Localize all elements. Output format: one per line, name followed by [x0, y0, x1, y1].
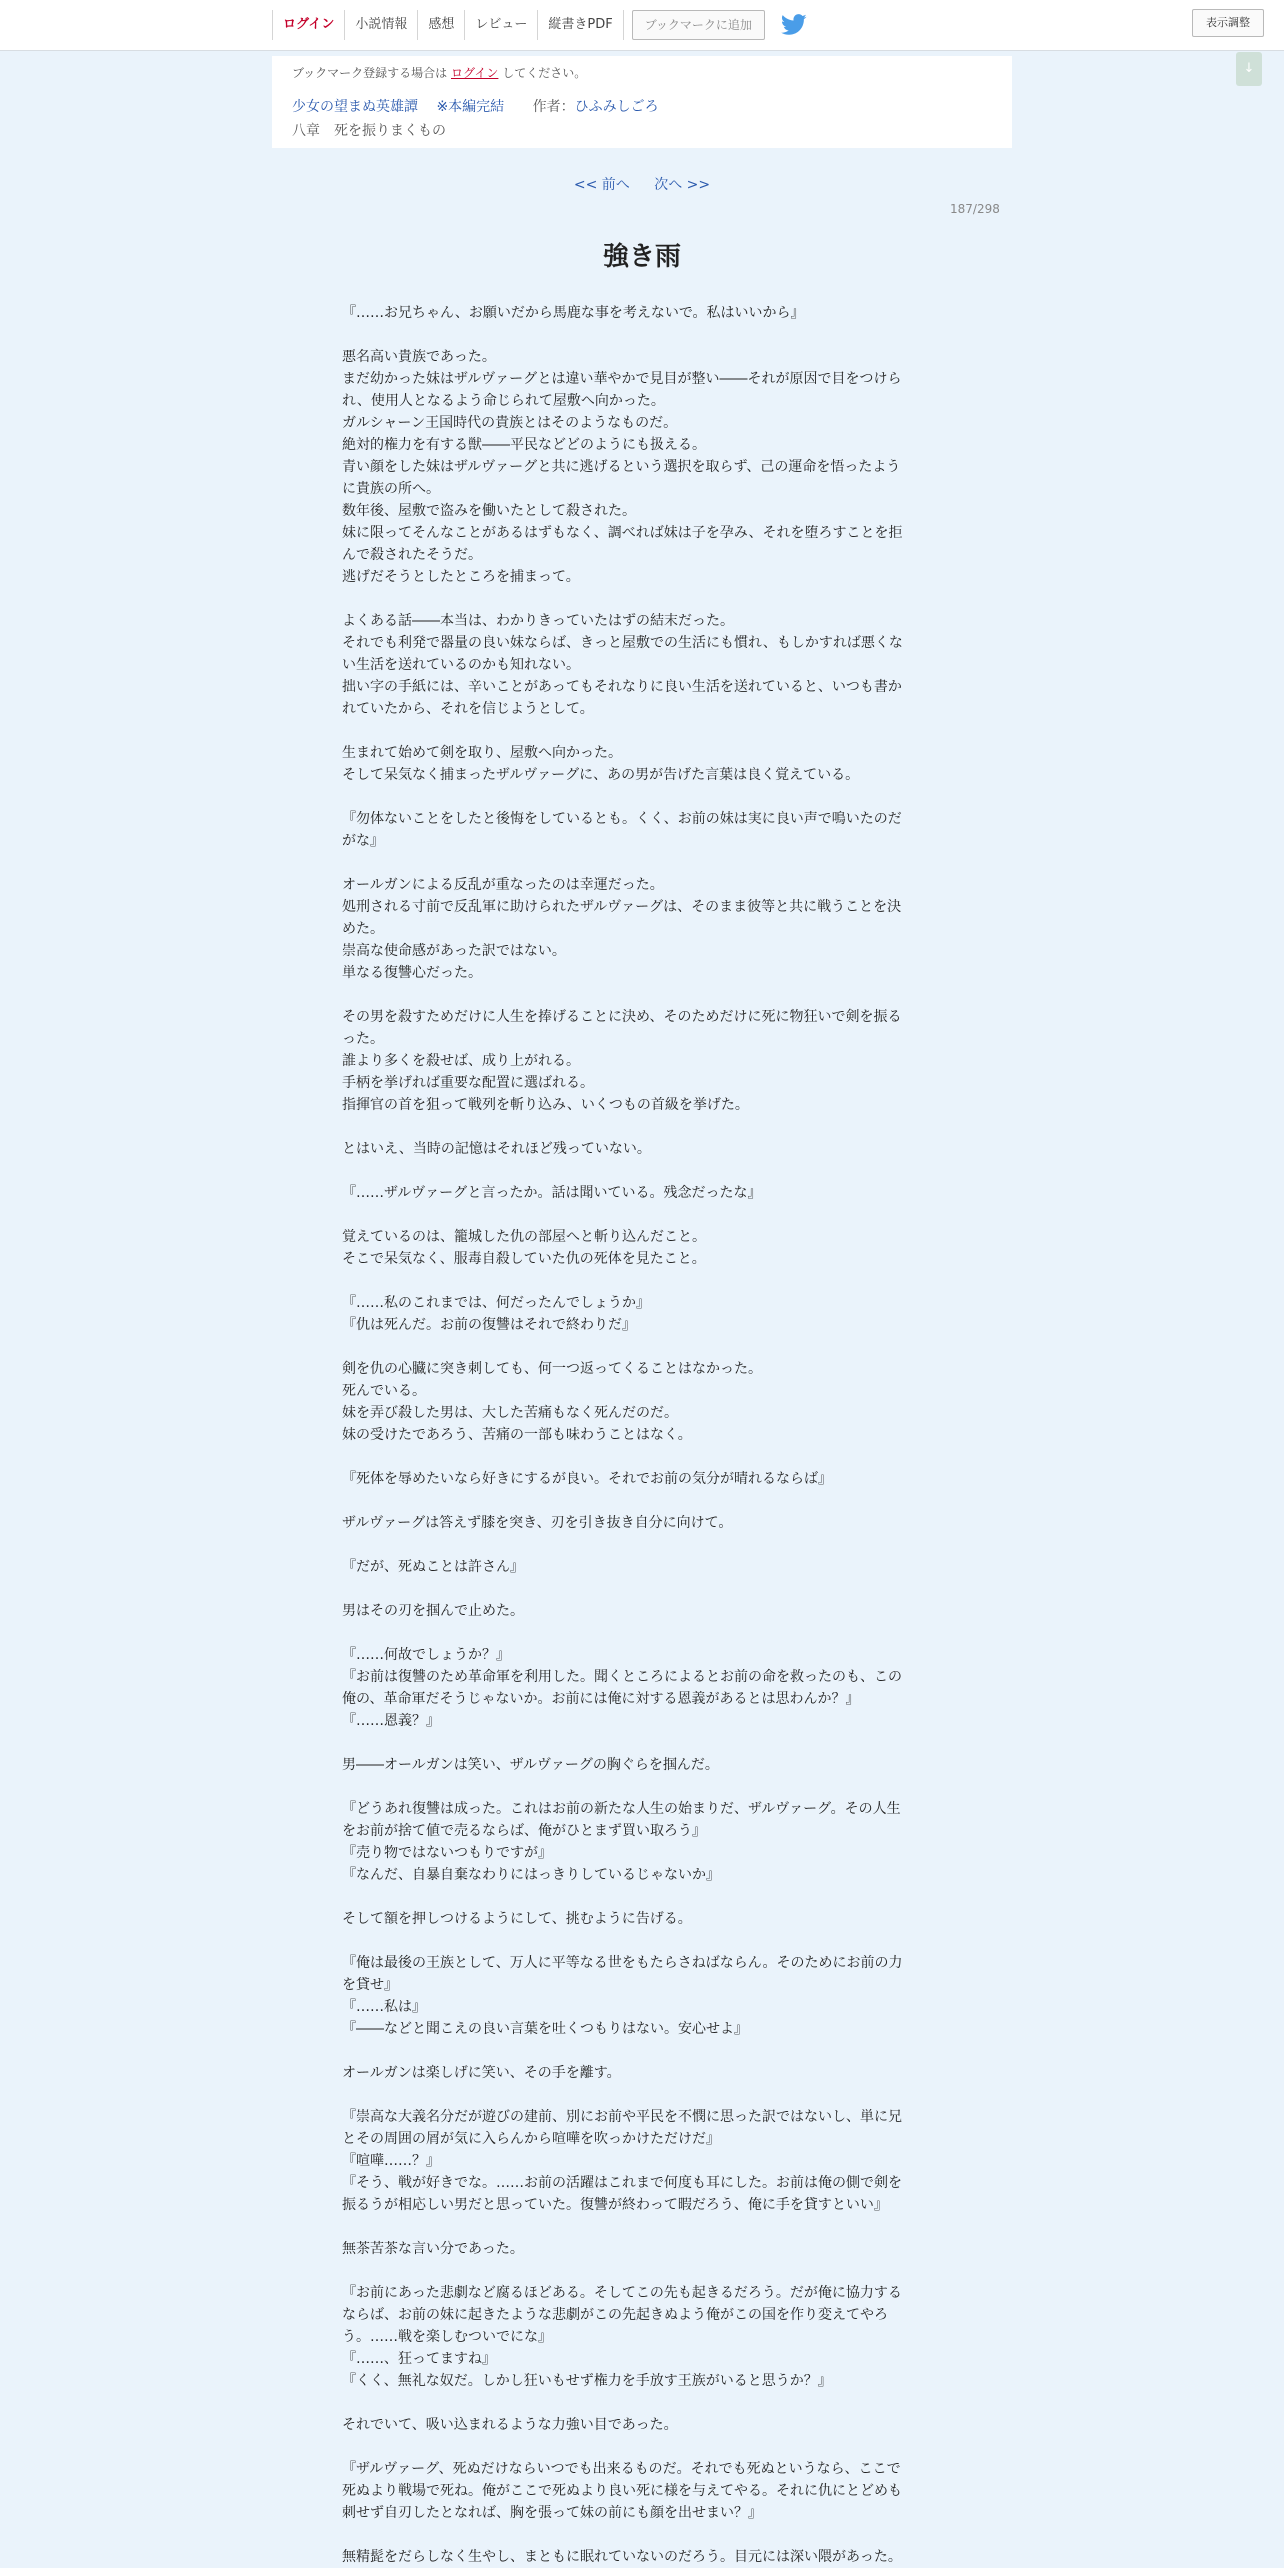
body-line: 振るうが相応しい男だと思っていた。復讐が終わって暇だろう、俺に手を貸すといい』	[342, 2197, 888, 2213]
body-line	[342, 1578, 942, 1600]
body-line	[342, 2436, 942, 2458]
body-line: 『勿体ないことをしたと後悔をしているとも。くく、お前の妹は実に良い声で鳴いたのだ	[342, 811, 902, 827]
body-line	[342, 852, 942, 874]
body-line: 誰より多くを殺せば、成り上がれる。	[342, 1053, 580, 1069]
body-line	[342, 1776, 942, 1798]
bookmark-notice	[292, 64, 586, 81]
author-link[interactable]: ひふみしごろ	[574, 99, 659, 115]
body-line: よくある話――本当は、わかりきっていたはずの結末だった。	[342, 613, 734, 629]
body-line: 『だが、死ぬことは許さん』	[342, 1559, 524, 1575]
body-line: をお前が捨て値で売るならば、俺がひとまず買い取ろう』	[342, 1823, 706, 1839]
body-line: 『くく、無礼な奴だ。しかし狂いもせず権力を手放す王族がいると思うか？』	[342, 2373, 832, 2389]
body-line: 男――オールガンは笑い、ザルヴァーグの胸ぐらを掴んだ。	[342, 1757, 719, 1773]
nav-impressions-link[interactable]: 感想	[417, 10, 464, 40]
next-episode-link[interactable]: 次へ >>	[654, 177, 711, 193]
body-line: 拙い字の手紙には、辛いことがあってもそれなりに良い生活を送れていると、いつも書か	[342, 679, 902, 695]
episode-counter: 187/298	[950, 202, 1000, 216]
body-line	[342, 1160, 942, 1182]
body-line: 『仇は死んだ。お前の復讐はそれで終わりだ』	[342, 1317, 636, 1333]
body-line: 生まれて始めて剣を取り、屋敷へ向かった。	[342, 745, 622, 761]
body-line: 悪名高い貴族であった。	[342, 349, 496, 365]
body-line	[342, 1732, 942, 1754]
body-line: 『俺は最後の王族として、万人に平等なる世をもたらさねばならん。そのためにお前の力	[342, 1955, 903, 1971]
body-line: 男はその刃を掴んで止めた。	[342, 1603, 524, 1619]
series-line	[292, 96, 659, 116]
body-line: ザルヴァーグは答えず膝を突き、刃を引き抜き自分に向けて。	[342, 1515, 733, 1531]
body-line: 指揮官の首を狙って戦列を斬り込み、いくつもの首級を挙げた。	[342, 1097, 749, 1113]
body-line: 崇高な使命感があった訳ではない。	[342, 943, 566, 959]
body-line: 単なる復讐心だった。	[342, 965, 482, 981]
body-line	[342, 1930, 942, 1952]
top-navigation-bar	[0, 0, 1284, 51]
prev-episode-link[interactable]: << 前へ	[573, 177, 630, 193]
body-line: 無精髭をだらしなく生やし、まともに眠れていないのだろう。目元には深い隈があった。	[342, 2549, 902, 2565]
body-line: 剣を仇の心臓に突き刺しても、何一つ返ってくることはなかった。	[342, 1361, 762, 1377]
body-line	[342, 2524, 942, 2546]
add-bookmark-button[interactable]: ブックマークに追加	[632, 10, 765, 40]
body-line: とその周囲の屑が気に入らんから喧嘩を吹っかけただけだ』	[342, 2131, 720, 2147]
body-line: 『そう、戦が好きでな。……お前の活躍はこれまで何度も耳にした。お前は俺の側で剣を	[342, 2175, 902, 2191]
body-line: れ、使用人となるよう命じられて屋敷へ向かった。	[342, 393, 665, 409]
body-line: まだ幼かった妹はザルヴァーグとは違い華やかで見目が整い――それが原因で目をつけら	[342, 371, 902, 387]
body-line	[342, 786, 942, 808]
nav-vertical-pdf-link[interactable]: 縦書きPDF	[537, 10, 623, 40]
nav-novel-info-link[interactable]: 小説情報	[344, 10, 417, 40]
body-line: そして額を押しつけるようにして、挑むように告げる。	[342, 1911, 692, 1927]
body-line: 覚えているのは、籠城した仇の部屋へと斬り込んだこと。	[342, 1229, 706, 1245]
body-line: 『なんだ、自暴自棄なわりにはっきりしているじゃないか』	[342, 1867, 720, 1883]
body-line: 『……お兄ちゃん、お願いだから馬鹿な事を考えないで。私はいいから』	[342, 305, 805, 321]
body-line: 妹の受けたであろう、苦痛の一部も味わうことはなく。	[342, 1427, 692, 1443]
body-line: 妹を弄び殺した男は、大した苦痛もなく死んだのだ。	[342, 1405, 678, 1421]
body-line: その男を殺すためだけに人生を捧げることに決め、そのためだけに死に物狂いで剣を振る	[342, 1009, 902, 1025]
body-line: 青い顔をした妹はザルヴァーグと共に逃げるという選択を取らず、己の運命を悟ったよう	[342, 459, 901, 475]
body-line: 『……恩義？』	[342, 1713, 440, 1729]
body-line: 『死体を辱めたいなら好きにするが良い。それでお前の気分が晴れるならば』	[342, 1471, 832, 1487]
body-line: ガルシャーン王国時代の貴族とはそのようなものだ。	[342, 415, 678, 431]
display-settings-button[interactable]: 表示調整	[1192, 9, 1264, 37]
body-line: 『……、狂ってますね』	[342, 2351, 496, 2367]
body-line: れていたから、それを信じようとして。	[342, 701, 594, 717]
series-title-link[interactable]: 少女の望まぬ英雄譚	[292, 99, 418, 115]
body-line: った。	[342, 1031, 384, 1047]
body-line: 死ぬより戦場で死ね。俺がここで死ぬより良い死に様を与えてやる。それに仇にとどめも	[342, 2483, 902, 2499]
bookmark-notice-post: してください。	[502, 66, 587, 80]
body-line: に貴族の所へ。	[342, 481, 440, 497]
body-line: オールガンは楽しげに笑い、その手を離す。	[342, 2065, 621, 2081]
body-line: がな』	[342, 833, 384, 849]
nav-review-link[interactable]: レビュー	[464, 10, 537, 40]
body-line: 『……私は』	[342, 1999, 426, 2015]
body-line: めた。	[342, 921, 384, 937]
body-line: 死んでいる。	[342, 1383, 426, 1399]
body-line: 『……何故でしょうか？』	[342, 1647, 510, 1663]
bookmark-notice-pre: ブックマーク登録する場合は	[292, 66, 448, 80]
body-line: 『どうあれ復讐は成った。これはお前の新たな人生の始まりだ、ザルヴァーグ。その人生	[342, 1801, 901, 1817]
body-line	[342, 588, 942, 610]
body-line: んで殺されたそうだ。	[342, 547, 482, 563]
body-line: 絶対的権力を有する獣――平民などどのようにも扱える。	[342, 437, 706, 453]
body-line	[342, 1622, 942, 1644]
body-line: 『……私のこれまでは、何だったんでしょうか』	[342, 1295, 650, 1311]
body-line: 逃げだそうとしたところを捕まって。	[342, 569, 580, 585]
episode-pager	[0, 174, 1284, 194]
novel-body-text	[342, 302, 942, 2568]
body-line	[342, 720, 942, 742]
bookmark-login-link[interactable]: ログイン	[451, 66, 499, 80]
body-line	[342, 2392, 942, 2414]
chapter-name: 八章 死を振りまくもの	[292, 123, 446, 139]
body-line: 手柄を挙げれば重要な配置に選ばれる。	[342, 1075, 594, 1091]
body-line: ならば、お前の妹に起きたような悲劇がこの先起きぬよう俺がこの国を作り変えてやろ	[342, 2307, 888, 2323]
body-line: 妹に限ってそんなことがあるはずもなく、調べれば妹は子を孕み、それを堕ろすことを拒	[342, 525, 903, 541]
body-line: そこで呆気なく、服毒自殺していた仇の死体を見たこと。	[342, 1251, 706, 1267]
body-line	[342, 1490, 942, 1512]
body-line	[342, 324, 942, 346]
nav-menu	[272, 8, 807, 42]
body-line	[342, 1446, 942, 1468]
scroll-down-button[interactable]: ↓	[1236, 52, 1262, 86]
body-line	[342, 2084, 942, 2106]
body-line: とはいえ、当時の記憶はそれほど残っていない。	[342, 1141, 651, 1157]
body-line: 数年後、屋敷で盗みを働いたとして殺された。	[342, 503, 636, 519]
novel-info-box	[272, 56, 1012, 148]
body-line: 処刑される寸前で反乱軍に助けられたザルヴァーグは、そのまま彼等と共に戦うことを決	[342, 899, 902, 915]
body-line	[342, 1116, 942, 1138]
body-line	[342, 1886, 942, 1908]
body-line: を貸せ』	[342, 1977, 398, 1993]
body-line: 『……ザルヴァーグと言ったか。話は聞いている。残念だったな』	[342, 1185, 762, 1201]
body-line	[342, 984, 942, 1006]
body-line: 『崇高な大義名分だが遊びの建前、別にお前や平民を不憫に思った訳ではないし、単に兄	[342, 2109, 902, 2125]
twitter-icon[interactable]	[781, 14, 807, 36]
body-line: 『喧嘩……？』	[342, 2153, 440, 2169]
episode-title: 強き雨	[602, 242, 681, 272]
body-line: う。……戦を楽しむついでにな』	[342, 2329, 552, 2345]
body-line: 『お前は復讐のため革命軍を利用した。聞くところによるとお前の命を救ったのも、この	[342, 1669, 902, 1685]
series-status-note: ※本編完結	[436, 99, 505, 115]
body-line: 『お前にあった悲劇など腐るほどある。そしてこの先も起きるだろう。だが俺に協力する	[342, 2285, 902, 2301]
nav-login-link[interactable]: ログイン	[272, 10, 344, 40]
body-line: それでも利発で器量の良い妹ならば、きっと屋敷での生活にも慣れ、もしかすれば悪くな	[342, 635, 903, 651]
body-line: 『――などと聞こえの良い言葉を吐くつもりはない。安心せよ』	[342, 2021, 748, 2037]
body-line	[342, 1336, 942, 1358]
body-line: 『売り物ではないつもりですが』	[342, 1845, 552, 1861]
body-line: 刺せず自刃したとなれば、胸を張って妹の前にも顔を出せまい？』	[342, 2505, 762, 2521]
body-line: オールガンによる反乱が重なったのは幸運だった。	[342, 877, 664, 893]
body-line: 無茶苦茶な言い分であった。	[342, 2241, 524, 2257]
body-line: 俺の、革命軍だそうじゃないか。お前には俺に対する恩義があるとは思わんか？』	[342, 1691, 860, 1707]
body-line: い生活を送れているのかも知れない。	[342, 657, 580, 673]
author-label: 作者：	[532, 99, 575, 115]
body-line: そして呆気なく捕まったザルヴァーグに、あの男が告げた言葉は良く覚えている。	[342, 767, 860, 783]
body-line	[342, 2216, 942, 2238]
body-line	[342, 1204, 942, 1226]
body-line: 『ザルヴァーグ、死ぬだけならいつでも出来るものだ。それでも死ぬというなら、ここで	[342, 2461, 901, 2477]
body-line	[342, 2040, 942, 2062]
body-line	[342, 1534, 942, 1556]
body-line	[342, 1270, 942, 1292]
body-line	[342, 2260, 942, 2282]
body-line: それでいて、吸い込まれるような力強い目であった。	[342, 2417, 678, 2433]
